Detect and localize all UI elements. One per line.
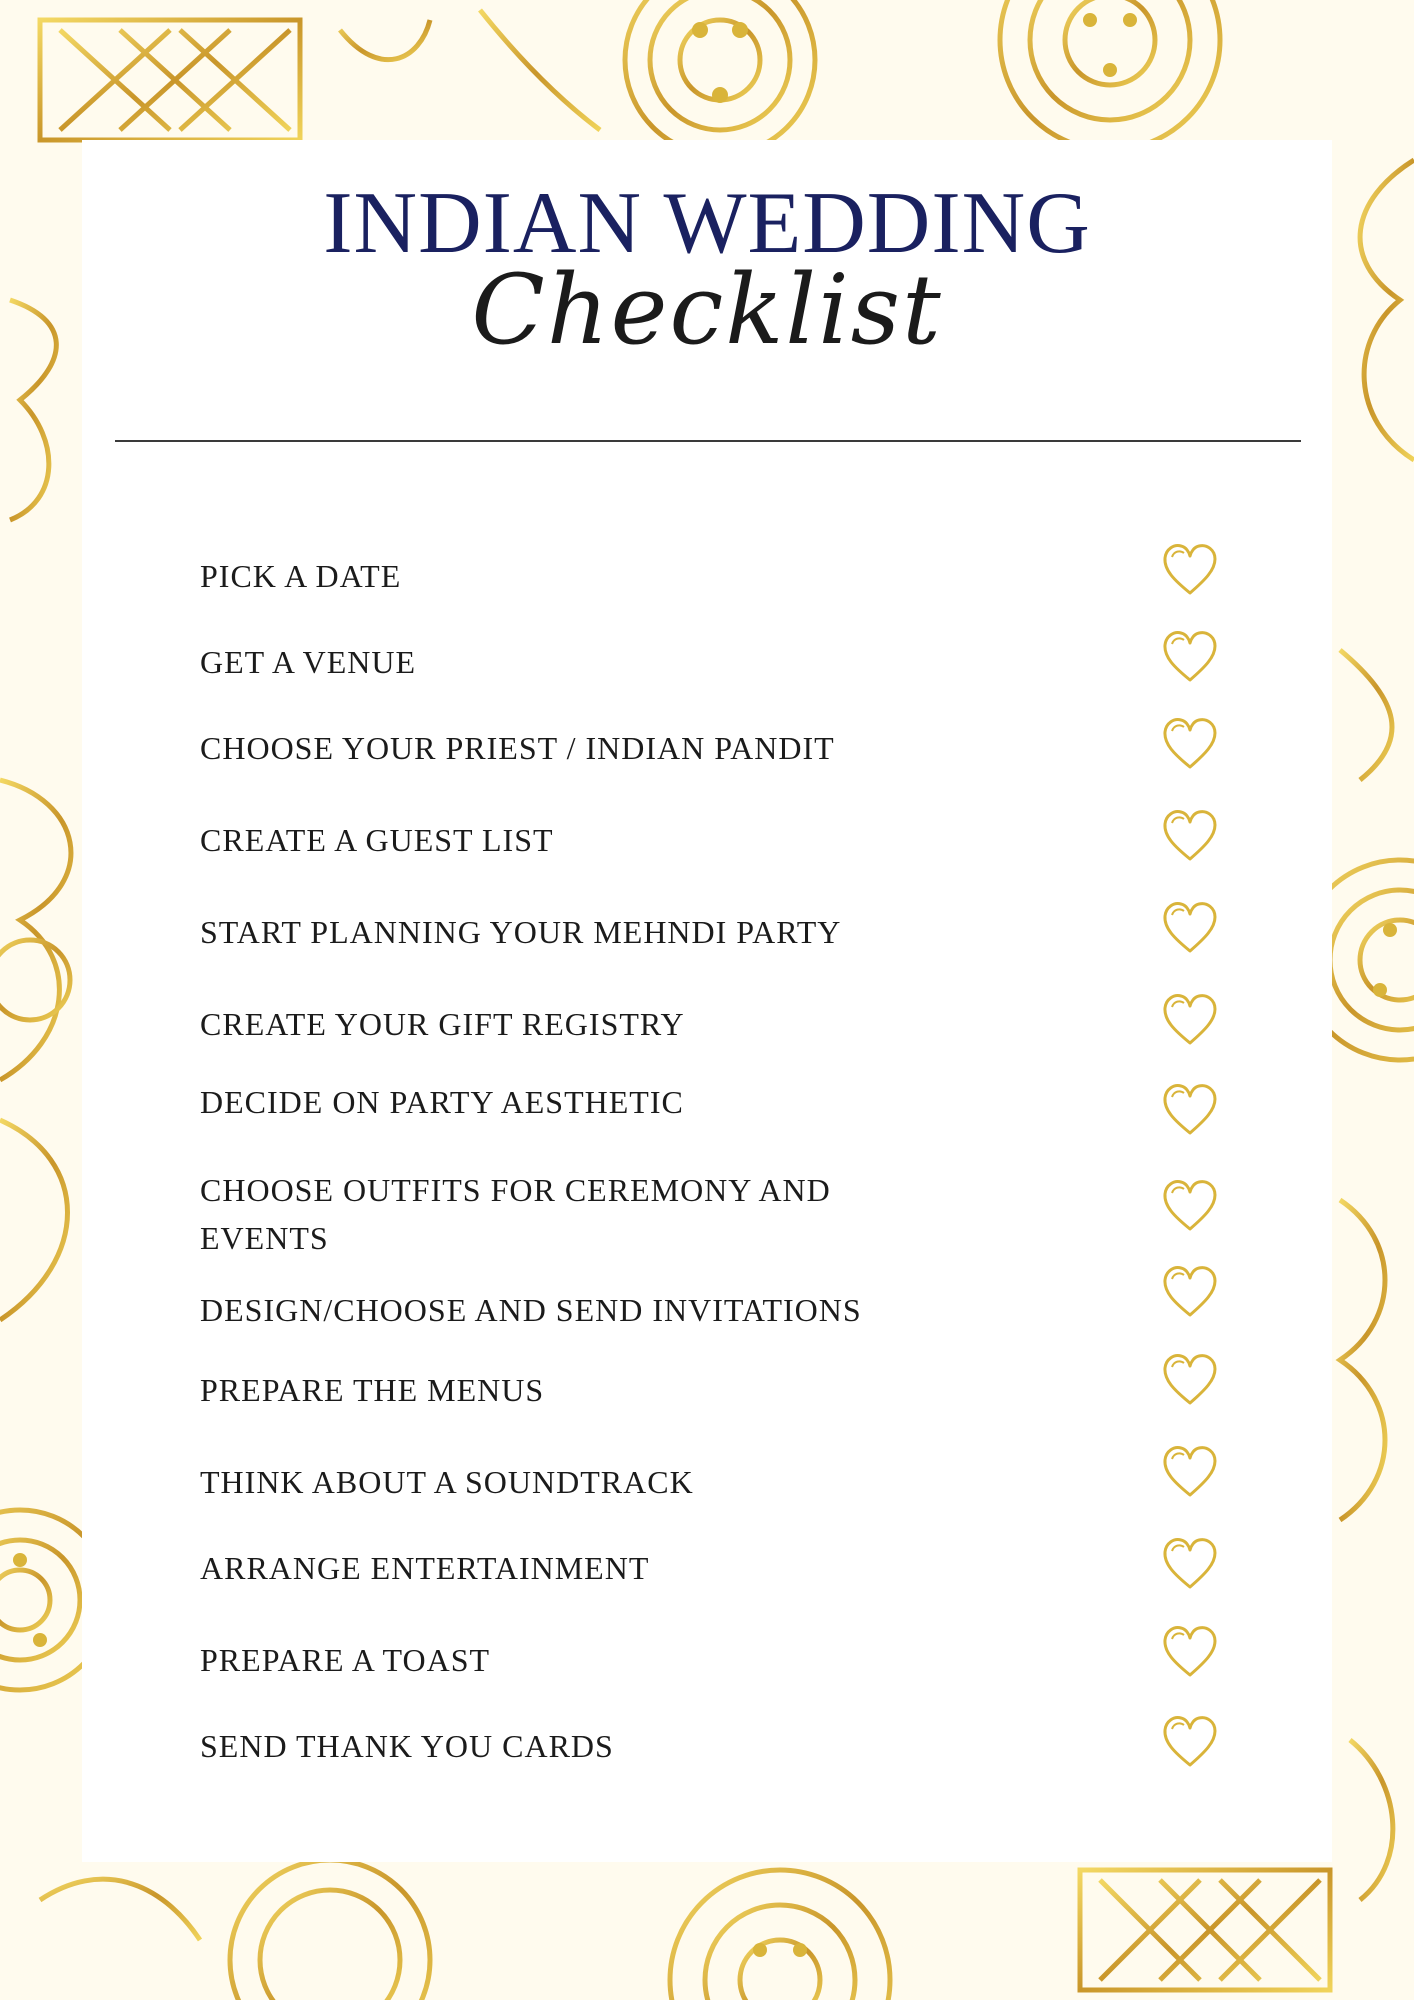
heart-checkbox-icon[interactable] — [1160, 1080, 1220, 1140]
checklist-item-label: DESIGN/CHOOSE AND SEND INVITATIONS — [200, 1292, 862, 1328]
heart-checkbox-icon[interactable] — [1160, 1350, 1220, 1410]
heart-checkbox-icon[interactable] — [1160, 1622, 1220, 1682]
heart-checkbox-icon[interactable] — [1160, 1534, 1220, 1594]
title-divider — [115, 440, 1301, 442]
checklist-item-label: START PLANNING YOUR MEHNDI PARTY — [200, 914, 842, 950]
heart-checkbox-icon[interactable] — [1160, 627, 1220, 687]
checklist-item-label: PREPARE THE MENUS — [200, 1372, 545, 1408]
checklist-item-label: DECIDE ON PARTY AESTHETIC — [200, 1084, 684, 1120]
checklist-item-label: CREATE YOUR GIFT REGISTRY — [200, 1006, 685, 1042]
heart-checkbox-icon[interactable] — [1160, 1712, 1220, 1772]
checklist-item-label: SEND THANK YOU CARDS — [200, 1728, 614, 1764]
checklist-item-label: CHOOSE YOUR PRIEST / INDIAN PANDIT — [200, 730, 835, 766]
heart-checkbox-icon[interactable] — [1160, 990, 1220, 1050]
heart-checkbox-icon[interactable] — [1160, 806, 1220, 866]
heart-checkbox-icon[interactable] — [1160, 1262, 1220, 1322]
heart-checkbox-icon[interactable] — [1160, 1176, 1220, 1236]
heart-checkbox-icon[interactable] — [1160, 540, 1220, 600]
checklist-item-label: ARRANGE ENTERTAINMENT — [200, 1550, 650, 1586]
heart-checkbox-icon[interactable] — [1160, 714, 1220, 774]
heart-checkbox-icon[interactable] — [1160, 1442, 1220, 1502]
checklist-item-label: PREPARE A TOAST — [200, 1642, 491, 1678]
page-subtitle: Checklist — [471, 254, 943, 366]
checklist-item-label: CREATE A GUEST LIST — [200, 822, 554, 858]
checklist-item-label: GET A VENUE — [200, 644, 417, 680]
heart-checkbox-icon[interactable] — [1160, 898, 1220, 958]
checklist-item-label: PICK A DATE — [200, 558, 402, 594]
page-title: INDIAN WEDDING — [323, 175, 1091, 272]
checklist-item-label: THINK ABOUT A SOUNDTRACK — [200, 1464, 694, 1500]
checklist-item-label: CHOOSE OUTFITS FOR CEREMONY AND EVENTS — [200, 1172, 831, 1256]
